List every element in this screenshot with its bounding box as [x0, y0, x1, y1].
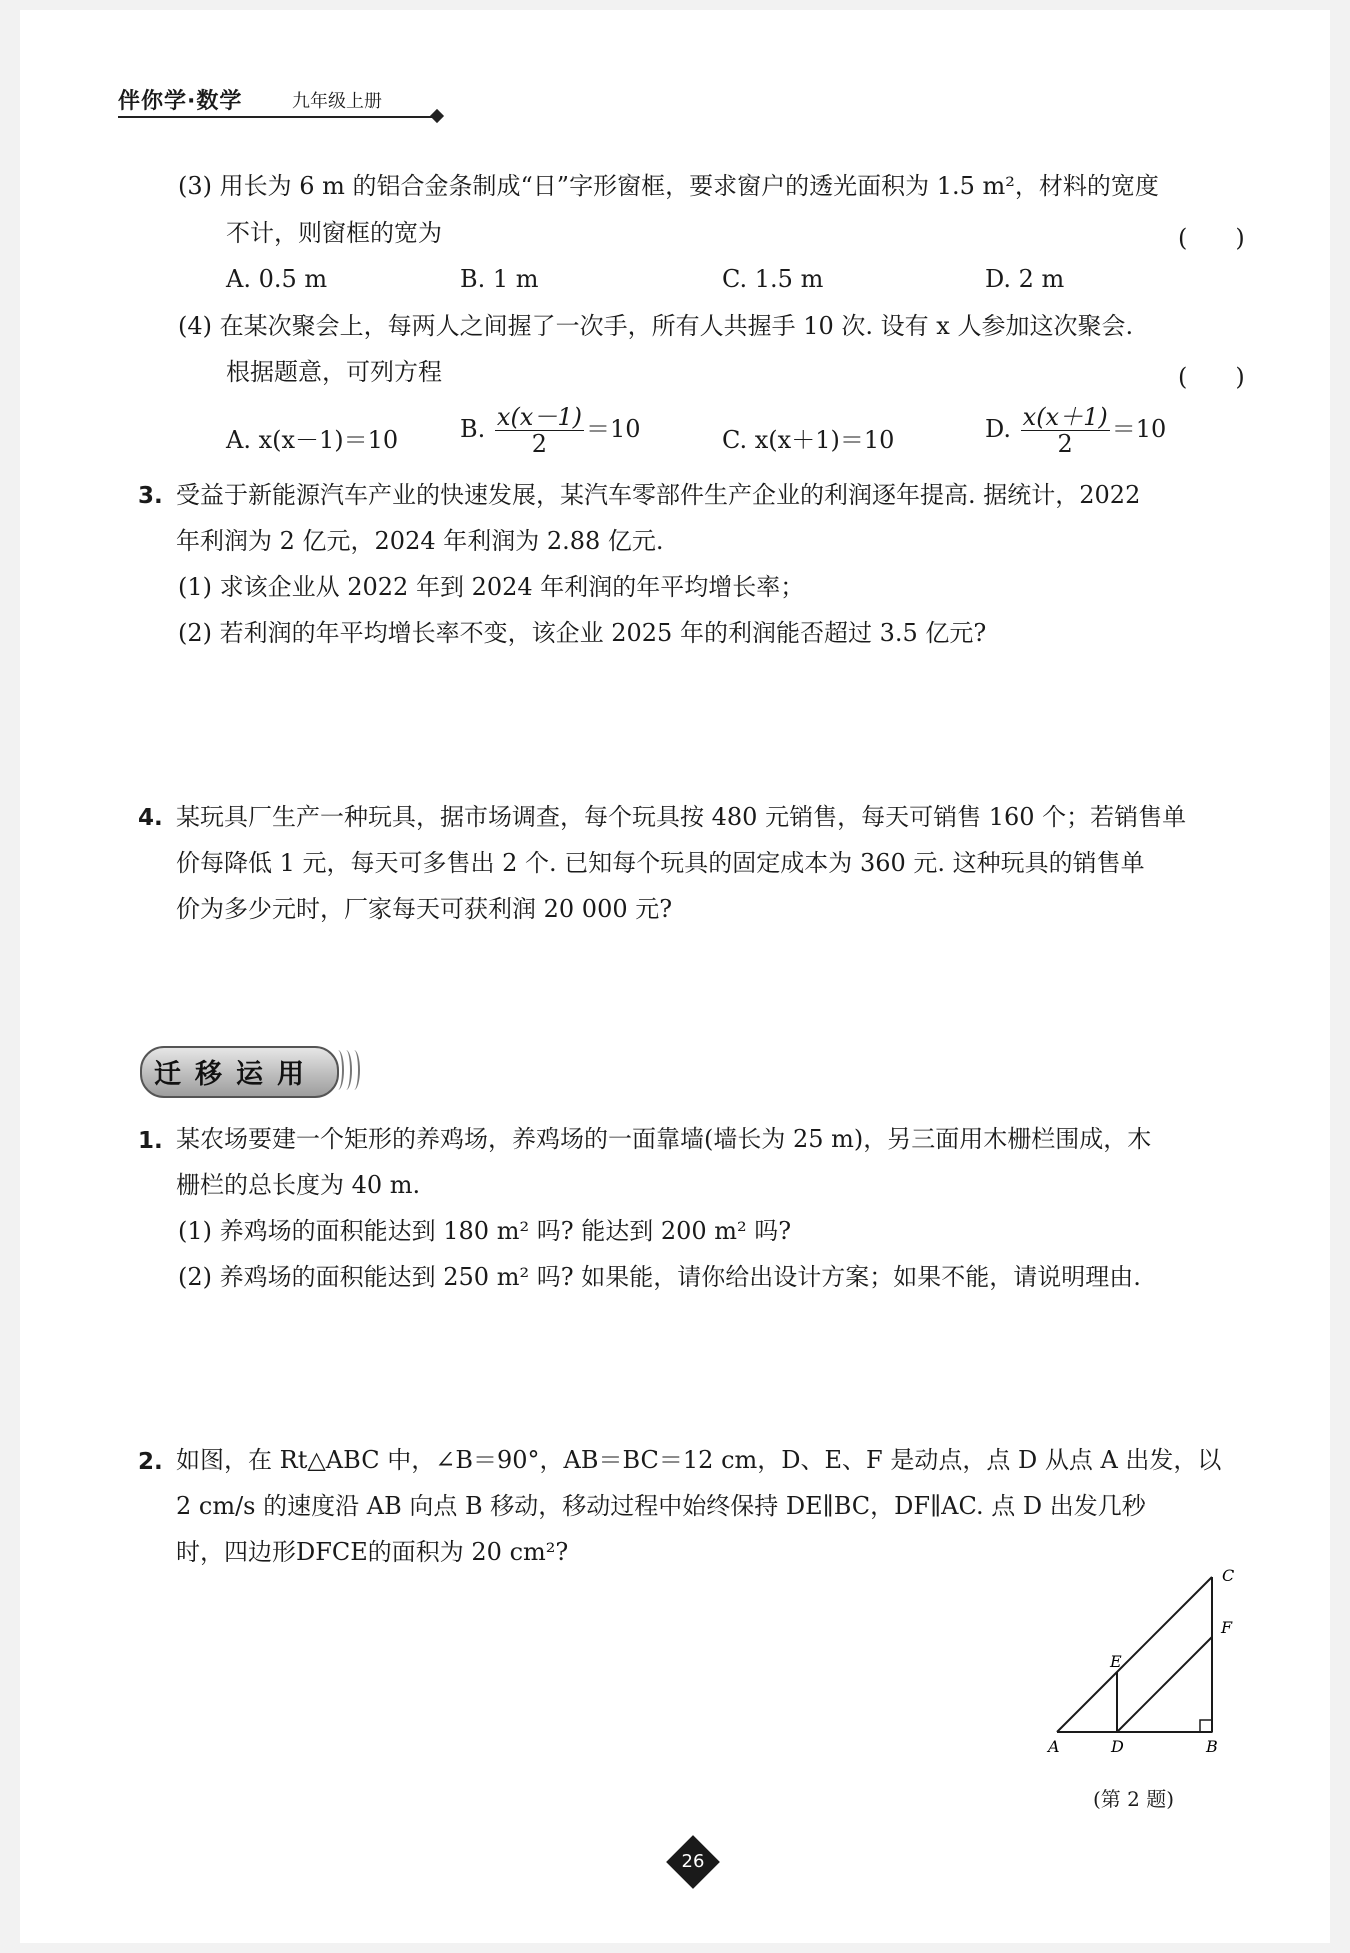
q4-line1: 某玩具厂生产一种玩具，据市场调查，每个玩具按 480 元销售，每天可销售 160 个；若销售单	[176, 803, 1187, 831]
q2-3-line2: 不计，则窗框的宽为	[226, 219, 442, 247]
section-title: 迁移运用	[154, 1059, 318, 1090]
header-brand: 伴你学·数学	[118, 89, 243, 114]
figure-caption: (第 2 题)	[1093, 1787, 1175, 1811]
t1-number: 1.	[138, 1128, 163, 1154]
segment-df	[1117, 1637, 1212, 1732]
label-e: E	[1110, 1652, 1122, 1671]
q2-4-option-d	[985, 404, 1166, 457]
q2-3-answer-paren: ( )	[1178, 224, 1245, 252]
q2-3-line1: (3) 用长为 6 m 的铝合金条制成“日”字形窗框，要求窗户的透光面积为 1.5 m²，材料的宽度	[178, 172, 1159, 200]
q2-4-option-d-rhs: ＝10	[1111, 415, 1167, 443]
t2-line3: 时，四边形DFCE的面积为 20 cm²?	[176, 1538, 569, 1566]
right-angle-mark	[1200, 1720, 1212, 1732]
label-c: C	[1222, 1566, 1235, 1585]
q2-3-option-b: B. 1 m	[460, 265, 539, 293]
q3-number: 3.	[138, 483, 163, 509]
t1-line2: 栅栏的总长度为 40 m.	[176, 1171, 421, 1199]
q2-4-line1: (4) 在某次聚会上，每两人之间握了一次手，所有人共握手 10 次. 设有 x 人参加这次聚会.	[178, 312, 1134, 340]
triangle-figure	[1040, 1560, 1260, 1760]
q2-4-answer-paren: ( )	[1178, 363, 1245, 391]
q2-4-option-a: A. x(x－1)＝10	[226, 426, 399, 454]
q2-4-option-b-label: B.	[460, 415, 486, 443]
q2-3-option-c: C. 1.5 m	[722, 265, 824, 293]
t2-number: 2.	[138, 1449, 163, 1475]
q2-4-line2: 根据题意，可列方程	[226, 358, 442, 386]
q4-line2: 价每降低 1 元，每天可多售出 2 个. 已知每个玩具的固定成本为 360 元. 这种玩具的销售单	[176, 849, 1145, 877]
section-banner	[140, 1046, 340, 1094]
q2-3-option-a: A. 0.5 m	[226, 265, 328, 293]
q3-line2: 年利润为 2 亿元，2024 年利润为 2.88 亿元.	[176, 527, 664, 555]
q2-4-option-b-numerator: x(x－1)	[496, 403, 582, 431]
q2-4-option-c: C. x(x＋1)＝10	[722, 426, 895, 454]
q3-line1: 受益于新能源汽车产业的快速发展，某汽车零部件生产企业的利润逐年提高. 据统计，2022	[176, 481, 1141, 509]
q2-4-option-d-numerator: x(x＋1)	[1022, 403, 1108, 431]
q2-4-option-b	[460, 404, 641, 457]
label-f: F	[1221, 1618, 1233, 1637]
q2-4-option-d-denominator: 2	[1057, 430, 1073, 458]
t1-sub1: (1) 养鸡场的面积能达到 180 m² 吗? 能达到 200 m² 吗?	[178, 1217, 792, 1245]
q2-4-option-b-fraction	[495, 404, 584, 457]
t2-line1: 如图，在 Rt△ABC 中，∠B＝90°，AB＝BC＝12 cm，D、E、F 是动点，点 D 从点 A 出发，以	[176, 1446, 1222, 1474]
q3-sub2: (2) 若利润的年平均增长率不变，该企业 2025 年的利润能否超过 3.5 亿元?	[178, 619, 987, 647]
header-grade: 九年级上册	[292, 91, 382, 112]
q2-3-option-d: D. 2 m	[985, 265, 1065, 293]
q2-4-option-d-fraction	[1021, 404, 1110, 457]
label-d: D	[1111, 1737, 1124, 1756]
section-arc-icon	[348, 1050, 360, 1090]
label-b: B	[1206, 1737, 1218, 1756]
q4-number: 4.	[138, 805, 163, 831]
page-number: 26	[681, 1851, 705, 1872]
label-a: A	[1048, 1737, 1060, 1756]
q2-4-option-b-denominator: 2	[531, 430, 548, 458]
header-rule	[118, 116, 438, 118]
segment-ac	[1057, 1577, 1212, 1732]
q2-4-option-d-label: D.	[985, 415, 1012, 443]
t2-line2: 2 cm/s 的速度沿 AB 向点 B 移动，移动过程中始终保持 DE∥BC，DF∥AC. 点 D 出发几秒	[176, 1492, 1146, 1520]
q4-line3: 价为多少元时，厂家每天可获利润 20 000 元?	[176, 895, 673, 923]
t1-sub2: (2) 养鸡场的面积能达到 250 m² 吗? 如果能，请你给出设计方案；如果不能，请说明理由.	[178, 1263, 1141, 1291]
q3-sub1: (1) 求该企业从 2022 年到 2024 年利润的年平均增长率；	[178, 573, 805, 601]
t1-line1: 某农场要建一个矩形的养鸡场，养鸡场的一面靠墙(墙长为 25 m)，另三面用木栅栏围成，木	[176, 1125, 1152, 1153]
q2-4-option-b-rhs: ＝10	[585, 415, 641, 443]
